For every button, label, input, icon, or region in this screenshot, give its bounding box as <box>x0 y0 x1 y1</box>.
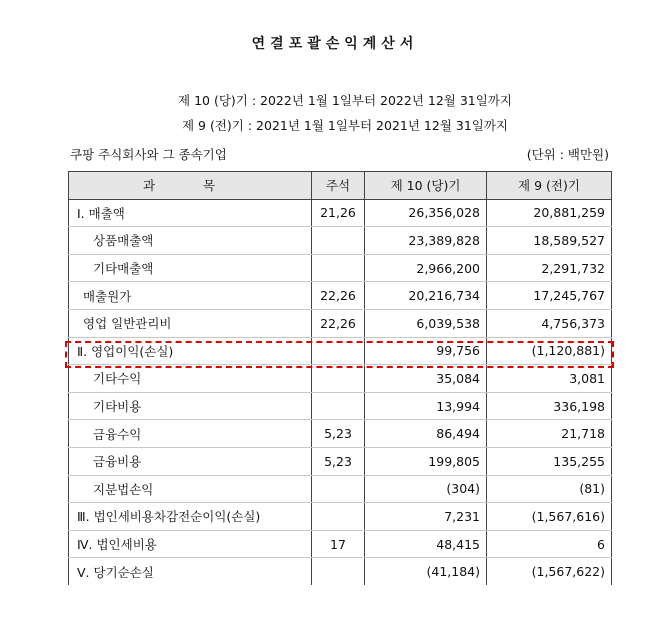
row-note: 22,26 <box>312 282 365 310</box>
period-prior: 제 9 (전)기 : 2021년 1월 1일부터 2021년 12월 31일까지 <box>182 118 508 133</box>
row-item: 매출원가 <box>69 282 312 310</box>
company-name: 쿠팡 주식회사와 그 종속기업 <box>70 147 227 162</box>
row-prior: 2,291,732 <box>487 254 612 282</box>
row-current: 99,756 <box>365 337 487 365</box>
header-current: 제 10 (당)기 <box>365 172 487 200</box>
row-note: 17 <box>312 530 365 558</box>
table-header-row <box>69 172 612 200</box>
row-current: 6,039,538 <box>365 309 487 337</box>
operating-income-highlight-box <box>65 341 614 368</box>
row-prior: 6 <box>487 530 612 558</box>
row-prior: 17,245,767 <box>487 282 612 310</box>
row-prior: (1,567,622) <box>487 558 612 585</box>
row-current: 86,494 <box>365 420 487 448</box>
row-item: 상품매출액 <box>69 227 312 255</box>
income-statement-table <box>68 171 612 585</box>
row-current: 26,356,028 <box>365 199 487 227</box>
row-item: Ⅲ. 법인세비용차감전순이익(손실) <box>69 503 312 531</box>
header-note: 주석 <box>312 172 365 200</box>
row-current: (41,184) <box>365 558 487 585</box>
row-prior: 21,718 <box>487 420 612 448</box>
row-current: 48,415 <box>365 530 487 558</box>
table-row <box>69 475 612 503</box>
row-note <box>312 227 365 255</box>
table-row <box>69 254 612 282</box>
table-row <box>69 558 612 585</box>
row-current: (304) <box>365 475 487 503</box>
row-current: 2,966,200 <box>365 254 487 282</box>
row-note <box>312 365 365 393</box>
table-row <box>69 447 612 475</box>
row-prior: 336,198 <box>487 392 612 420</box>
row-item: 영업 일반관리비 <box>69 309 312 337</box>
row-prior: (1,120,881) <box>487 337 612 365</box>
table-row <box>69 199 612 227</box>
row-note <box>312 558 365 585</box>
unit-label: (단위 : 백만원) <box>526 147 609 162</box>
row-note <box>312 475 365 503</box>
row-note: 5,23 <box>312 420 365 448</box>
row-note <box>312 392 365 420</box>
row-note: 21,26 <box>312 199 365 227</box>
table-row <box>69 309 612 337</box>
row-item: Ⅴ. 당기순손실 <box>69 558 312 585</box>
header-prior: 제 9 (전)기 <box>487 172 612 200</box>
row-prior: (81) <box>487 475 612 503</box>
row-item: 기타매출액 <box>69 254 312 282</box>
row-note <box>312 254 365 282</box>
row-item: 금융수익 <box>69 420 312 448</box>
table-row <box>69 503 612 531</box>
row-item: 기타수익 <box>69 365 312 393</box>
row-prior: 135,255 <box>487 447 612 475</box>
row-prior: 18,589,527 <box>487 227 612 255</box>
table-row <box>69 227 612 255</box>
row-current: 23,389,828 <box>365 227 487 255</box>
table-row <box>69 365 612 393</box>
document-title: 연결포괄손익계산서 <box>251 36 419 52</box>
row-note: 5,23 <box>312 447 365 475</box>
table-row <box>69 392 612 420</box>
row-prior: 3,081 <box>487 365 612 393</box>
row-item: 금융비용 <box>69 447 312 475</box>
table-row <box>69 530 612 558</box>
period-current: 제 10 (당)기 : 2022년 1월 1일부터 2022년 12월 31일까지 <box>178 93 512 108</box>
table-row <box>69 282 612 310</box>
row-item: Ⅱ. 영업이익(손실) <box>69 337 312 365</box>
header-item: 과 목 <box>69 172 312 200</box>
row-item: Ⅳ. 법인세비용 <box>69 530 312 558</box>
row-note: 22,26 <box>312 309 365 337</box>
row-current: 35,084 <box>365 365 487 393</box>
row-current: 7,231 <box>365 503 487 531</box>
row-current: 20,216,734 <box>365 282 487 310</box>
row-item: Ⅰ. 매출액 <box>69 199 312 227</box>
row-current: 13,994 <box>365 392 487 420</box>
row-prior: 20,881,259 <box>487 199 612 227</box>
row-current: 199,805 <box>365 447 487 475</box>
row-prior: 4,756,373 <box>487 309 612 337</box>
row-note <box>312 503 365 531</box>
row-item: 지분법손익 <box>69 475 312 503</box>
row-item: 기타비용 <box>69 392 312 420</box>
table-row <box>69 420 612 448</box>
row-prior: (1,567,616) <box>487 503 612 531</box>
